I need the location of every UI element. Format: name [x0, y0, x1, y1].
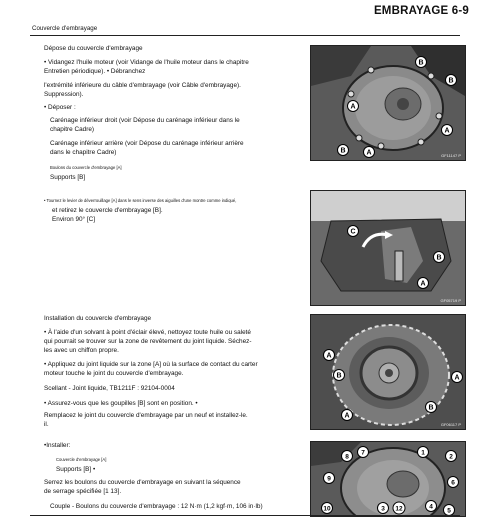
figure-tightening-sequence: [310, 441, 466, 517]
engine-photo-3: [311, 315, 465, 429]
fig1-callout: B: [340, 147, 346, 155]
fig3-callout: B: [428, 404, 434, 412]
figure-release-lever: [310, 190, 466, 306]
block1-line: dans le chapitre Cadre): [50, 149, 117, 156]
fig1-callout: A: [366, 149, 372, 157]
header-rule: [30, 35, 460, 36]
section-label: Couvercle d'embrayage: [32, 25, 98, 32]
fig1-callout: B: [448, 77, 454, 85]
block3-line: qui pourrait se trouver sur la zone de revêtement du joint liquide. Séchez-: [44, 338, 252, 345]
block1-line: Boulons du couvercle d'embrayage [A]: [50, 165, 122, 170]
block1-heading: Dépose du couvercle d'embrayage: [44, 45, 143, 52]
fig2-callout: C: [350, 228, 356, 236]
block1-line: • Vidangez l'huile moteur (voir Vidange de l'huile moteur dans le chapitre: [44, 59, 249, 66]
fig2-code: GF05719 P: [440, 298, 461, 303]
fig3-callout: A: [344, 412, 350, 420]
fig4-callout: 6: [451, 479, 455, 487]
block4-line: Couvercle d'embrayage [A]: [56, 457, 107, 462]
fig4-callout: 5: [447, 507, 451, 515]
fig4-callout: 1: [421, 449, 425, 457]
block4-line: Serrez les boulons du couvercle d'embrayage en suivant la séquence: [44, 479, 241, 486]
block3-line: Scellant - Joint liquide, TB1211F : 92104-0004: [44, 385, 175, 392]
fig4-callout: 12: [395, 505, 403, 513]
fig2-callout: A: [420, 280, 426, 288]
block1-line: • Déposer :: [44, 104, 76, 111]
block4-torque: Couple - Boulons du couvercle d'embrayage : 12 N·m (1,2 kgf·m, 106 in·lb): [50, 503, 263, 510]
fig3-callout: A: [454, 374, 460, 382]
block4-line: •Installer:: [44, 442, 71, 449]
fig1-callout: A: [444, 127, 450, 135]
block2-line: et retirez le couvercle d'embrayage [B].: [52, 207, 163, 214]
figure-clutch-cover-bolts: [310, 45, 466, 161]
block3-line: • Appliquez du joint liquide sur la zone [A] où la surface de contact du carter: [44, 361, 258, 368]
fig4-callout: 8: [345, 453, 349, 461]
block1-line: Supports [B]: [50, 174, 86, 181]
block2-line: • Tournez le levier de déverrouillage [A] dans le sens inverse des aiguilles d'une montre comme indiqué,: [44, 198, 237, 203]
footer-rule: [30, 515, 460, 516]
fig4-callout: 10: [323, 505, 331, 513]
block3-line: il.: [44, 421, 49, 428]
engine-photo-1: [311, 46, 465, 160]
block1-line: Carénage inférieur droit (voir Dépose du carénage inférieur dans le: [50, 117, 240, 124]
fig3-callout: A: [326, 352, 332, 360]
block1-line: chapitre Cadre): [50, 126, 95, 133]
engine-photo-2: [311, 191, 465, 305]
block3-line: • À l'aide d'un solvant à point d'éclair élevé, nettoyez toute huile ou saleté: [44, 329, 251, 336]
block2-line: Environ 90° [C]: [52, 216, 96, 223]
block3-heading: Installation du couvercle d'embrayage: [44, 315, 152, 322]
block4-line: Supports [B] •: [56, 466, 96, 473]
fig2-callout: B: [436, 254, 442, 262]
fig3-code: GF06117 P: [440, 422, 461, 427]
fig4-callout: 2: [449, 453, 453, 461]
block3-line: moteur touche le joint du couvercle d'embrayage.: [44, 370, 184, 377]
page-title: EMBRAYAGE 6-9: [373, 5, 469, 17]
block3-line: Remplacez le joint du couvercle d'embrayage par un neuf et installez-le.: [44, 412, 248, 419]
block1-line: Entretien périodique). • Débranchez: [44, 68, 146, 75]
fig1-code: GF11147 P: [441, 153, 461, 158]
block3-line: les avec un chiffon propre.: [44, 347, 119, 354]
fig1-callout: A: [350, 103, 356, 111]
block3-line: • Assurez-vous que les goupilles [B] sont en position. •: [44, 400, 198, 407]
block1-line: l'extrémité inférieure du câble d'embrayage (voir Câble d'embrayage).: [44, 82, 241, 89]
fig4-callout: 3: [381, 505, 385, 513]
figure-liquid-gasket-area: [310, 314, 466, 430]
block1-line: Suppression).: [44, 91, 84, 98]
fig4-callout: 7: [361, 449, 365, 457]
fig1-callout: B: [418, 59, 424, 67]
block4-line: de serrage spécifiée [1 13].: [44, 488, 122, 495]
engine-photo-4: [311, 442, 465, 516]
fig4-callout: 9: [327, 475, 331, 483]
fig3-callout: B: [336, 372, 342, 380]
block1-line: Carénage inférieur arrière (voir Dépose du carénage inférieur arrière: [50, 140, 244, 147]
fig4-callout: 4: [429, 503, 433, 511]
